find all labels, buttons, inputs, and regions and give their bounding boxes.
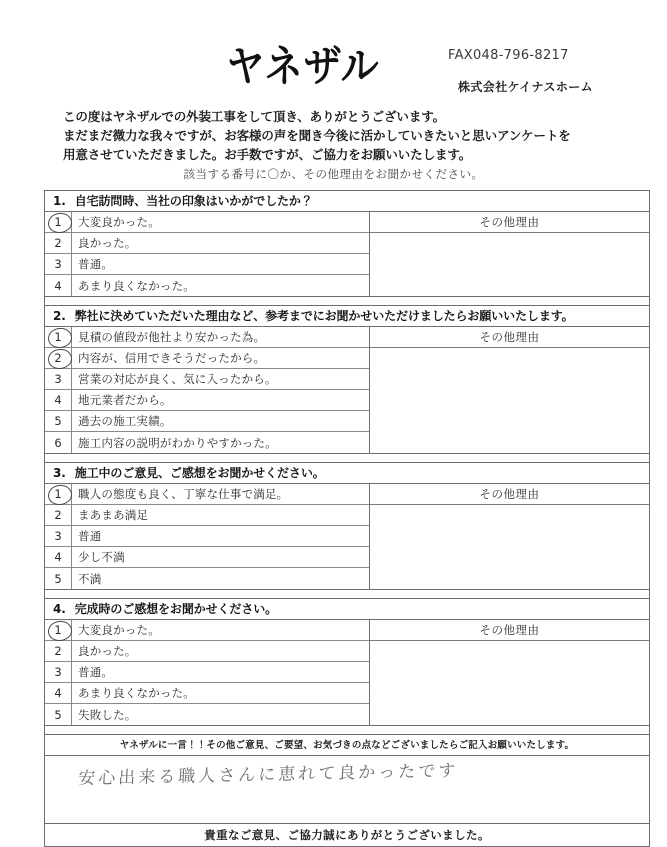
section-number: 1. xyxy=(53,194,66,208)
option-row[interactable] xyxy=(45,620,369,641)
option-row[interactable] xyxy=(45,275,369,296)
intro-line-1: この度はヤネザルでの外装工事をして頂き、ありがとうございます。 xyxy=(63,109,446,124)
option-number: 3 xyxy=(54,372,62,386)
option-row[interactable] xyxy=(45,662,369,683)
option-row[interactable] xyxy=(45,526,369,547)
free-comment-header: ヤネザルに一言！！その他ご意見、ご要望、お気づきの点などございましたらご記入お願いいたします。 xyxy=(45,735,649,756)
option-number-cell[interactable] xyxy=(45,348,72,368)
option-number-cell[interactable] xyxy=(45,233,72,253)
other-reason-header: その他理由 xyxy=(370,212,649,233)
option-number-cell[interactable] xyxy=(45,411,72,431)
other-reason-header: その他理由 xyxy=(370,484,649,505)
option-number-cell[interactable] xyxy=(45,662,72,682)
option-number-cell[interactable] xyxy=(45,505,72,525)
option-number: 2 xyxy=(54,508,62,522)
free-comment-area[interactable] xyxy=(45,756,649,824)
option-number-cell[interactable] xyxy=(45,641,72,661)
section-body xyxy=(45,484,649,589)
option-number-cell[interactable] xyxy=(45,390,72,410)
other-reason-input[interactable] xyxy=(370,348,649,453)
option-row[interactable] xyxy=(45,432,369,453)
option-label: あまり良くなかった。 xyxy=(78,686,195,700)
option-number-cell[interactable] xyxy=(45,369,72,389)
yanezaru-logo: ヤネザル xyxy=(226,42,380,92)
option-number: 5 xyxy=(54,414,62,428)
other-reason-column xyxy=(370,620,649,725)
option-row[interactable] xyxy=(45,327,369,348)
section-spacer xyxy=(44,725,650,734)
option-label: あまり良くなかった。 xyxy=(78,278,195,293)
survey-section xyxy=(44,305,650,453)
company-name: 株式会社ケイナスホーム xyxy=(458,80,594,94)
section-number: 2. xyxy=(53,309,66,323)
option-list xyxy=(45,484,370,589)
option-label: 職人の態度も良く、丁寧な仕事で満足。 xyxy=(78,487,289,501)
section-question: 施工中のご意見、ご感想をお聞かせください。 xyxy=(74,466,325,480)
option-number-cell[interactable] xyxy=(45,547,72,567)
option-label: 大変良かった。 xyxy=(78,215,160,229)
option-number: 3 xyxy=(54,257,62,271)
other-reason-column xyxy=(370,327,649,453)
survey-form xyxy=(44,190,650,847)
option-row[interactable] xyxy=(45,568,369,589)
section-question: 弊社に決めていただいた理由など、参考までにお聞かせいただけましたらお願いいたします。 xyxy=(74,309,574,323)
section-question: 完成時のご感想をお聞かせください。 xyxy=(74,602,278,616)
option-number: 2 xyxy=(54,644,62,658)
other-reason-header: その他理由 xyxy=(370,620,649,641)
section-body xyxy=(45,327,649,453)
option-label: 普通。 xyxy=(78,257,114,271)
option-number: 2 xyxy=(54,236,62,250)
option-list xyxy=(45,212,370,296)
option-row[interactable] xyxy=(45,212,369,233)
option-list xyxy=(45,620,370,725)
option-row[interactable] xyxy=(45,641,369,662)
option-label: 少し不満 xyxy=(78,550,125,564)
section-question: 自宅訪問時、当社の印象はいかがでしたか？ xyxy=(74,194,313,208)
section-spacer xyxy=(44,453,650,462)
survey-section xyxy=(44,598,650,725)
option-number: 1 xyxy=(54,215,62,229)
option-row[interactable] xyxy=(45,505,369,526)
option-row[interactable] xyxy=(45,683,369,704)
option-number: 6 xyxy=(54,435,62,450)
survey-section xyxy=(44,190,650,296)
option-label: 施工内容の説明がわかりやすかった。 xyxy=(78,435,277,450)
option-label: 不満 xyxy=(78,571,102,586)
section-title xyxy=(45,599,649,620)
option-number: 1 xyxy=(54,487,62,501)
other-reason-header: その他理由 xyxy=(370,327,649,348)
option-label: 内容が、信用できそうだったから。 xyxy=(78,351,266,365)
other-reason-input[interactable] xyxy=(370,505,649,589)
option-number: 1 xyxy=(54,330,62,344)
option-number: 4 xyxy=(54,550,62,564)
option-row[interactable] xyxy=(45,348,369,369)
handwritten-comment: 安心出来る職人さんに恵れて良かったです xyxy=(77,761,459,790)
option-number-cell[interactable] xyxy=(45,683,72,703)
option-label: 良かった。 xyxy=(78,644,137,658)
option-number: 3 xyxy=(54,665,62,679)
intro-paragraph xyxy=(63,107,623,164)
section-number: 3. xyxy=(53,466,66,480)
option-label: 過去の施工実績。 xyxy=(78,414,172,428)
option-number-cell[interactable] xyxy=(45,526,72,546)
free-comment-block xyxy=(44,734,650,847)
option-number-cell[interactable] xyxy=(45,484,72,504)
other-reason-column xyxy=(370,484,649,589)
option-label: まあまあ満足 xyxy=(78,508,149,522)
option-row[interactable] xyxy=(45,254,369,275)
option-row[interactable] xyxy=(45,233,369,254)
option-number-cell[interactable] xyxy=(45,568,72,589)
option-label: 失敗した。 xyxy=(78,707,137,722)
option-number: 2 xyxy=(54,351,62,365)
option-number-cell[interactable] xyxy=(45,212,72,232)
option-number: 4 xyxy=(54,278,62,293)
option-number-cell[interactable] xyxy=(45,432,72,453)
option-number: 3 xyxy=(54,529,62,543)
option-number: 4 xyxy=(54,393,62,407)
option-list xyxy=(45,327,370,453)
option-number-cell[interactable] xyxy=(45,327,72,347)
option-number-cell[interactable] xyxy=(45,275,72,296)
section-title xyxy=(45,463,649,484)
footer-thanks: 貴重なご意見、ご協力誠にありがとうございました。 xyxy=(204,828,490,842)
section-title xyxy=(45,306,649,327)
option-row[interactable] xyxy=(45,390,369,411)
option-label: 普通 xyxy=(78,529,102,543)
section-body xyxy=(45,212,649,296)
option-label: 大変良かった。 xyxy=(78,623,160,637)
section-title xyxy=(45,191,649,212)
page-header xyxy=(0,42,667,100)
intro-line-3: 用意させていただきました。お手数ですが、ご協力をお願いいたします。 xyxy=(63,147,472,162)
option-label: 見積の値段が他社より安かった為。 xyxy=(78,330,266,344)
option-row[interactable] xyxy=(45,411,369,432)
option-number-cell[interactable] xyxy=(45,704,72,725)
option-label: 良かった。 xyxy=(78,236,137,250)
fax-number: FAX048-796-8217 xyxy=(448,48,569,63)
survey-section xyxy=(44,462,650,589)
option-number: 4 xyxy=(54,686,62,700)
other-reason-input[interactable] xyxy=(370,233,649,296)
instruction-text: 該当する番号に〇か、その他理由をお聞かせください。 xyxy=(183,167,484,181)
option-number-cell[interactable] xyxy=(45,254,72,274)
option-row[interactable] xyxy=(45,704,369,725)
section-spacer xyxy=(44,589,650,598)
option-label: 普通。 xyxy=(78,665,114,679)
option-number: 5 xyxy=(54,571,62,586)
option-row[interactable] xyxy=(45,369,369,390)
option-number-cell[interactable] xyxy=(45,620,72,640)
intro-line-2: まだまだ微力な我々ですが、お客様の声を聞き今後に活かしていきたいと思いアンケートを xyxy=(63,128,571,143)
option-number: 1 xyxy=(54,623,62,637)
option-label: 地元業者だから。 xyxy=(78,393,172,407)
option-row[interactable] xyxy=(45,484,369,505)
option-row[interactable] xyxy=(45,547,369,568)
option-number: 5 xyxy=(54,707,62,722)
section-number: 4. xyxy=(53,602,66,616)
other-reason-column xyxy=(370,212,649,296)
other-reason-input[interactable] xyxy=(370,641,649,725)
option-label: 営業の対応が良く、気に入ったから。 xyxy=(78,372,277,386)
section-spacer xyxy=(44,296,650,305)
section-body xyxy=(45,620,649,725)
